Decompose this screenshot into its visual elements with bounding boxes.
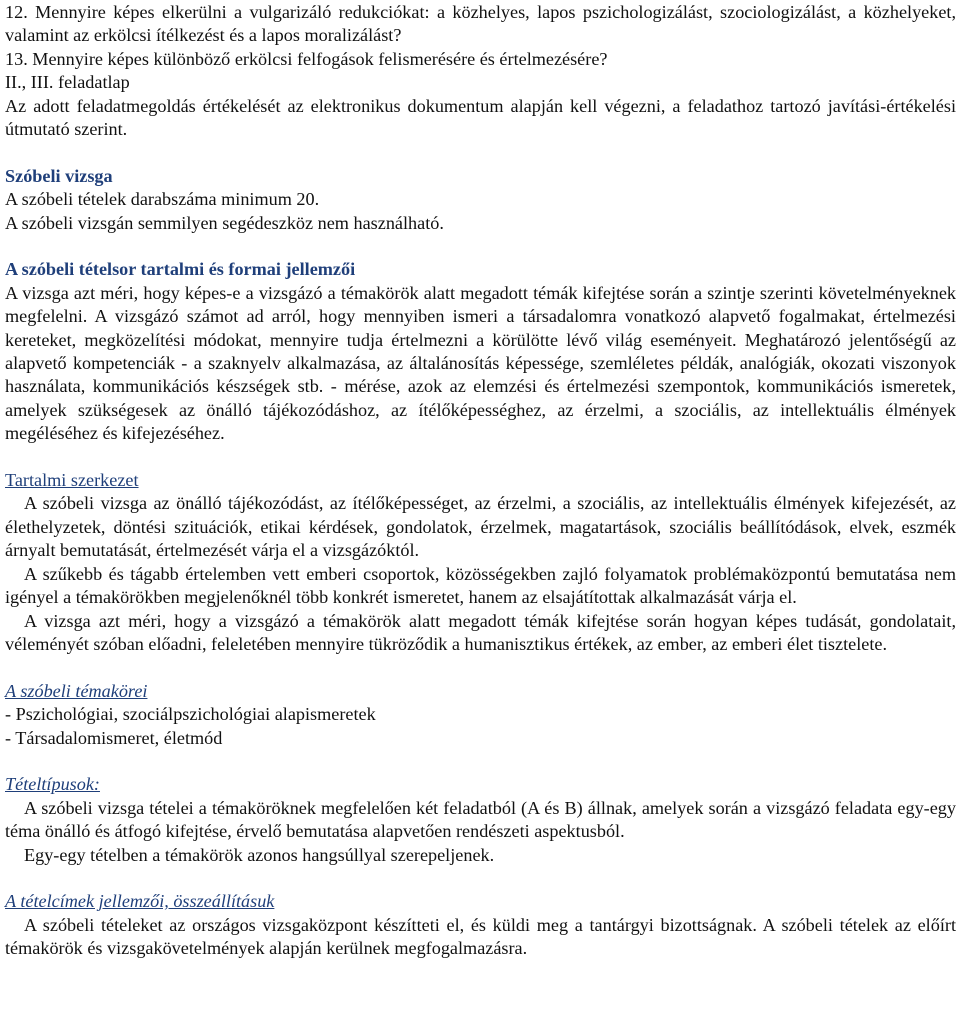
item-types-paragraph-1: A szóbeli vizsga tételei a témaköröknek megfelelően két feladatból (A és B) állnak, amelyek során a vizsgázó feladata egy-egy téma önálló és átfogó kifejtése, érvelő bemutatása alapvetően rendészeti aspektusból. xyxy=(5,797,956,842)
characteristics-text: A vizsga azt méri, hogy képes-e a vizsgázó a témakörök alatt megadott témák kifejtése során a szintje szerinti követelményeknek megfelelni. A vizsgázó számot ad arról, hogy mennyiben ismeri a társadalomra vonatkozó alapvető fogalmakat, értelmezési kereteket, megközelítési módokat, mennyire tudja értelmezni a körülötte lévő világ eseményeit. Meghatározó jelentőségű az alapvető kompetenciák - a szaknyelv alkalmazása, az általánosítás képessége, szemléletes példák, analógiák, okozati viszonyok használata, kommunikációs készségek stb. - mérése, azok az elemzési és értelmezési szempontok, kommunikációs ismeretek, amelyek szükségesek az önálló tájékozódáshoz, az ítélőképességhez, az érzelmi, a szociális, az intellektuális élmények megéléséhez és kifejezéséhez. xyxy=(5,282,956,444)
spacer xyxy=(5,750,956,773)
worksheet-text: Az adott feladatmegoldás értékelését az elektronikus dokumentum alapján kell végezni, a feladathoz tartozó javítási-értékelési útmutató szerint. xyxy=(5,95,956,140)
characteristics-heading: A szóbeli tételsor tartalmi és formai jellemzői xyxy=(5,259,356,280)
question-12: 12. Mennyire képes elkerülni a vulgarizáló redukciókat: a közhelyes, lapos pszichologizálást, szociologizálást, a közhelyeket, valamint az erkölcsi ítélkezést és a lapos moralizálást? xyxy=(5,2,956,46)
structure-paragraph-1: A szóbeli vizsga az önálló tájékozódást, az ítélőképességet, az érzelmi, a szociális, az intellektuális élmények kifejezését, az élethelyzetek, döntési szituációk, etikai kérdések, gondolatok, érzelmek, magatartások, szociális beállítódások, elvek, eszmék árnyalt bemutatását, értelmezését várja el a vizsgázóktól. xyxy=(5,493,956,561)
structure-heading: Tartalmi szerkezet xyxy=(5,470,139,491)
worksheet-title: II., III. feladatlap xyxy=(5,72,130,93)
spacer xyxy=(5,235,956,258)
item-types-paragraph-2: Egy-egy tételben a témakörök azonos hangsúllyal szerepeljenek. xyxy=(24,844,495,865)
titles-heading: A tételcímek jellemzői, összeállításuk xyxy=(5,891,275,912)
structure-paragraph-2: A szűkebb és tágabb értelemben vett emberi csoportok, közösségekben zajló folyamatok problémaközpontú bemutatása nem igényel a témakörökben megjelenőknél több konkrét ismeretet, hanem az elsajátítottak alkalmazását várja el. xyxy=(5,563,956,608)
oral-exam-line-2: A szóbeli vizsgán semmilyen segédeszköz nem használható. xyxy=(5,212,444,233)
spacer xyxy=(5,446,956,469)
topic-item: - Pszichológiai, szociálpszichológiai alapismeretek xyxy=(5,704,376,725)
spacer xyxy=(5,656,956,679)
oral-exam-heading: Szóbeli vizsga xyxy=(5,165,113,186)
spacer xyxy=(5,867,956,890)
topics-heading: A szóbeli témakörei xyxy=(5,680,148,701)
spacer xyxy=(5,141,956,164)
question-13: 13. Mennyire képes különböző erkölcsi felfogások felismerésére és értelmezésére? xyxy=(5,48,608,69)
titles-paragraph-1: A szóbeli tételeket az országos vizsgaközpont készítteti el, és küldi meg a tantárgyi bizottságnak. A szóbeli tételek az előírt témakörök és vizsgakövetelmények alapján kerülnek megfogalmazásra. xyxy=(5,914,956,959)
topic-item: - Társadalomismeret, életmód xyxy=(5,727,223,748)
structure-paragraph-3: A vizsga azt méri, hogy a vizsgázó a témakörök alatt megadott témák kifejtése során hogyan képes tudását, gondolatait, véleményét szóban előadni, feleletében mennyire tükröződik a humanisztikus értékek, az ember, az emberi élet tisztelete. xyxy=(5,610,956,654)
oral-exam-line-1: A szóbeli tételek darabszáma minimum 20. xyxy=(5,189,320,210)
item-types-heading: Tételtípusok: xyxy=(5,774,100,795)
